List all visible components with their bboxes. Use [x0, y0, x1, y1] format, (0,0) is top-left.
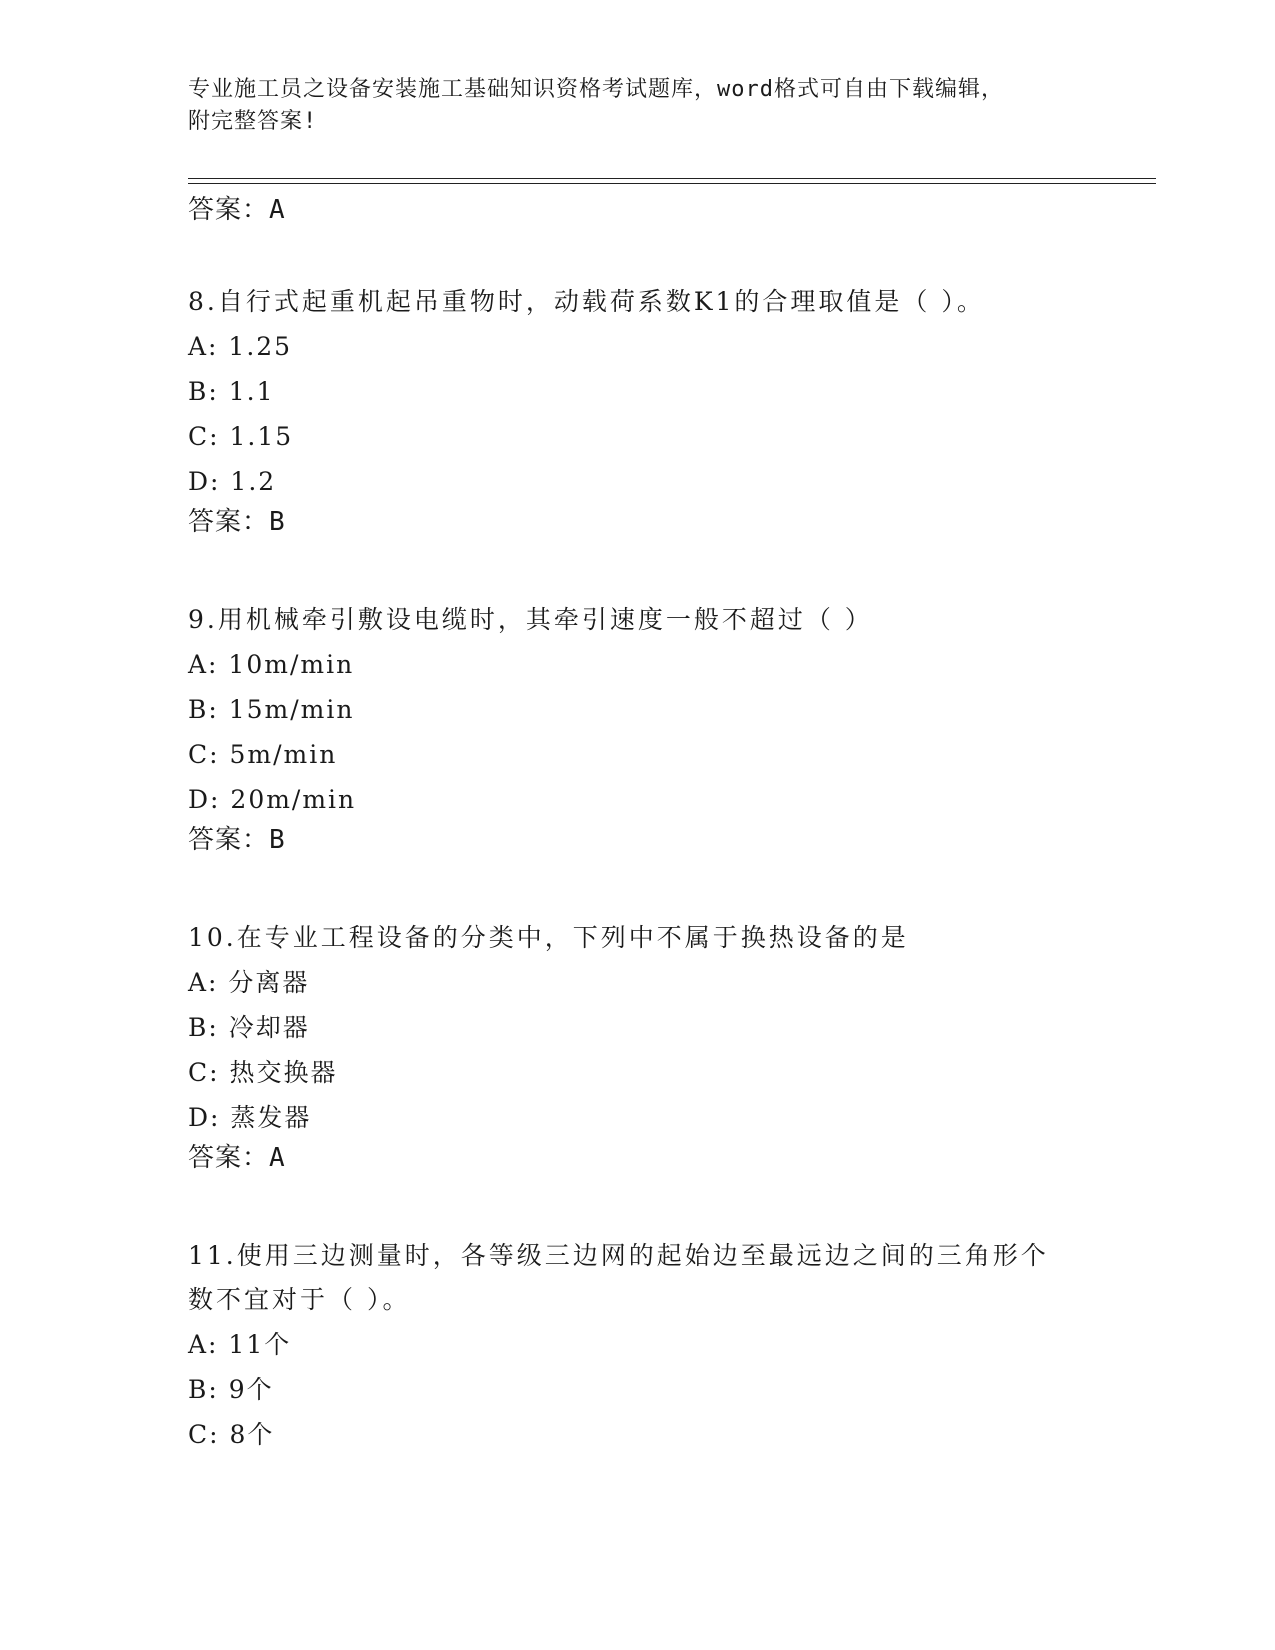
question-block	[188, 916, 1148, 1176]
question-text-line-1: 11.使用三边测量时，各等级三边网的起始边至最远边之间的三角形个	[188, 1241, 1049, 1270]
question-block	[188, 1234, 1148, 1457]
document-header	[188, 74, 1068, 138]
header-divider-bottom	[188, 183, 1156, 184]
answer-line: 答案：B	[188, 825, 286, 855]
option-a: A: 1.25	[188, 332, 293, 361]
option-a: A: 10m/min	[188, 650, 355, 679]
option-c: C: 1.15	[188, 422, 294, 451]
option-c: C: 5m/min	[188, 740, 338, 769]
option-d: D: 20m/min	[188, 785, 357, 814]
header-line-2: 附完整答案!	[188, 109, 318, 134]
question-text: 9.用机械牵引敷设电缆时，其牵引速度一般不超过（ ）	[188, 605, 873, 634]
option-d: D: 1.2	[188, 467, 277, 496]
option-b: B: 15m/min	[188, 695, 355, 724]
option-b: B: 冷却器	[188, 1013, 310, 1042]
question-text-line-2: 数不宜对于（ ）。	[188, 1285, 411, 1314]
answer-line: 答案：B	[188, 507, 286, 537]
question-list	[188, 192, 1148, 1457]
header-line-1: 专业施工员之设备安装施工基础知识资格考试题库，word格式可自由下载编辑，	[188, 77, 1004, 102]
question-text: 10.在专业工程设备的分类中，下列中不属于换热设备的是	[188, 923, 909, 952]
option-b: B: 9个	[188, 1375, 274, 1404]
option-a: A: 分离器	[188, 968, 310, 997]
option-d: D: 蒸发器	[188, 1103, 312, 1132]
question-text: 8.自行式起重机起吊重物时，动载荷系数K1的合理取值是（ ）。	[188, 287, 985, 316]
answer-line: 答案：A	[188, 1143, 286, 1173]
option-b: B: 1.1	[188, 377, 275, 406]
option-c: C: 热交换器	[188, 1058, 338, 1087]
header-divider-top	[188, 178, 1156, 179]
question-block	[188, 598, 1148, 858]
option-c: C: 8个	[188, 1420, 275, 1449]
question-block	[188, 280, 1148, 540]
answer-line: 答案：A	[188, 195, 286, 225]
option-a: A: 11个	[188, 1330, 292, 1359]
